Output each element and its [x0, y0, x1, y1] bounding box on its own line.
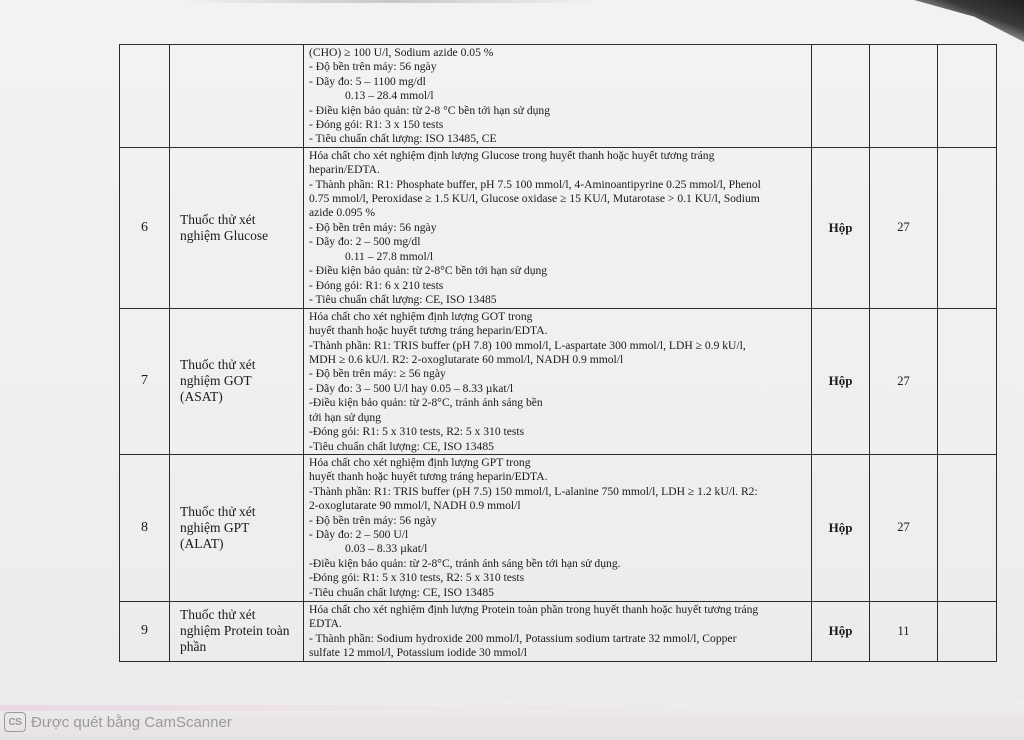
spec-line: - Dãy đo: 2 – 500 U/l — [309, 527, 409, 541]
scan-streak-pink — [0, 705, 760, 711]
unit — [812, 45, 870, 148]
product-name — [170, 454, 304, 601]
product-name — [170, 45, 304, 148]
spec-line: - Dãy đo: 5 – 1100 mg/dl — [309, 74, 426, 88]
spec-line: - Độ bền trên máy: ≥ 56 ngày — [309, 367, 446, 381]
spec-line: -Đóng gói: R1: 5 x 310 tests, R2: 5 x 310 tests — [309, 425, 525, 439]
spec-line: - Độ bền trên máy: 56 ngày — [309, 220, 437, 234]
page-corner-shadow — [914, 0, 1024, 42]
row-number — [120, 45, 170, 148]
spec-line: - Điều kiện bảo quản: từ 2-8 °C bền tới hạn sử dụng — [309, 103, 551, 117]
table-row — [120, 308, 997, 454]
spec-line: - Đóng gói: R1: 6 x 210 tests — [309, 278, 444, 292]
table-row — [120, 454, 997, 601]
quantity — [870, 45, 938, 148]
spec-line: - Dãy đo: 2 – 500 mg/dl — [309, 235, 421, 249]
unit: Hộp — [812, 601, 870, 661]
quantity: 27 — [870, 147, 938, 308]
row-number: 8 — [120, 454, 170, 601]
spec-line: 0.75 mmol/l, Peroxidase ≥ 1.5 KU/l, Glucose oxidase ≥ 15 KU/l, Mutarotase > 0.1 KU/l, Sodium — [309, 192, 760, 206]
spec-line: - Thành phần: Sodium hydroxide 200 mmol/l, Potassium sodium tartrate 32 mmol/l, Copper — [309, 631, 737, 645]
empty-cell — [938, 308, 997, 454]
spec-line: - Đóng gói: R1: 3 x 150 tests — [309, 118, 444, 132]
spec-line: (CHO) ≥ 100 U/l, Sodium azide 0.05 % — [309, 46, 494, 59]
spec-line: 0.11 – 27.8 mmol/l — [345, 249, 434, 263]
product-name-line: Thuốc thử xét — [180, 211, 256, 227]
empty-cell — [938, 454, 997, 601]
specification — [304, 147, 812, 308]
unit: Hộp — [812, 454, 870, 601]
product-name-line: (ASAT) — [180, 389, 223, 405]
table-row — [120, 45, 997, 148]
specification — [304, 308, 812, 454]
product-name-line: Thuốc thử xét — [180, 503, 256, 519]
product-name-line: Thuốc thử xét — [180, 357, 256, 373]
empty-cell — [938, 147, 997, 308]
spec-line: sulfate 12 mmol/l, Potassium iodide 30 mmol/l — [309, 646, 528, 660]
specification — [304, 454, 812, 601]
spec-line: Hóa chất cho xét nghiệm định lượng GOT trong — [309, 309, 533, 323]
quantity: 27 — [870, 308, 938, 454]
product-name-line: (ALAT) — [180, 535, 224, 551]
specification — [304, 45, 812, 148]
product-name — [170, 601, 304, 661]
spec-line: 0.13 – 28.4 mmol/l — [345, 89, 434, 103]
row-number: 6 — [120, 147, 170, 308]
product-name — [170, 147, 304, 308]
camscanner-watermark — [4, 712, 232, 732]
spec-line: Hóa chất cho xét nghiệm định lượng GPT trong — [309, 455, 531, 469]
spec-line: - Độ bền trên máy: 56 ngày — [309, 60, 437, 74]
specification — [304, 601, 812, 661]
quantity: 11 — [870, 601, 938, 661]
table-row — [120, 147, 997, 308]
spec-line: Hóa chất cho xét nghiệm định lượng Protein toàn phần trong huyết thanh hoặc huyết tương tráng — [309, 602, 759, 616]
quantity: 27 — [870, 454, 938, 601]
spec-line: 2-oxoglutarate 90 mmol/l, NADH 0.9 mmol/l — [309, 499, 521, 513]
spec-line: - Tiêu chuẩn chất lượng: ISO 13485, CE — [309, 132, 497, 146]
spec-line: -Tiêu chuẩn chất lượng: CE, ISO 13485 — [309, 439, 494, 453]
spec-line: huyết thanh hoặc huyết tương tráng heparin/EDTA. — [309, 470, 548, 484]
spec-line: -Điều kiện bảo quản: từ 2-8°C, tránh ánh sáng bền tới hạn sử dụng. — [309, 556, 621, 570]
product-name-line: nghiệm Protein toàn — [180, 623, 290, 639]
camscanner-logo-icon: CS — [4, 712, 26, 732]
spec-line: tới hạn sử dụng — [309, 410, 381, 424]
spec-line: -Điều kiện bảo quản: từ 2-8°C, tránh ánh sáng bền — [309, 396, 543, 410]
empty-cell — [938, 45, 997, 148]
row-number: 7 — [120, 308, 170, 454]
spec-line: huyết thanh hoặc huyết tương tráng heparin/EDTA. — [309, 324, 548, 338]
scan-streak — [180, 0, 600, 3]
row-number: 9 — [120, 601, 170, 661]
spec-line: -Thành phần: R1: TRIS buffer (pH 7.5) 150 mmol/l, L-alanine 750 mmol/l, LDH ≥ 1.2 kU/l. R2: — [309, 484, 758, 498]
spec-line: 0.03 – 8.33 µkat/l — [345, 542, 428, 556]
spec-line: MDH ≥ 0.6 kU/l. R2: 2-oxoglutarate 60 mmol/l, NADH 0.9 mmol/l — [309, 353, 624, 367]
spec-line: - Tiêu chuẩn chất lượng: CE, ISO 13485 — [309, 292, 497, 306]
product-name-line: nghiệm Glucose — [180, 227, 269, 243]
table-row — [120, 601, 997, 661]
product-name-line: Thuốc thử xét — [180, 607, 256, 623]
spec-line: -Tiêu chuẩn chất lượng: CE, ISO 13485 — [309, 585, 494, 599]
spec-line: - Độ bền trên máy: 56 ngày — [309, 513, 437, 527]
spec-line: -Đóng gói: R1: 5 x 310 tests, R2: 5 x 310 tests — [309, 571, 525, 585]
spec-line: - Điều kiện bảo quản: từ 2-8°C bền tới hạn sử dụng — [309, 264, 548, 278]
product-name-line: nghiệm GPT — [180, 519, 250, 535]
unit: Hộp — [812, 147, 870, 308]
empty-cell — [938, 601, 997, 661]
spec-line: azide 0.095 % — [309, 206, 375, 220]
spec-line: - Thành phần: R1: Phosphate buffer, pH 7.5 100 mmol/l, 4-Aminoantipyrine 0.25 mmol/l, Phenol — [309, 177, 761, 191]
spec-line: EDTA. — [309, 617, 342, 631]
spec-line: heparin/EDTA. — [309, 163, 380, 177]
spec-line: Hóa chất cho xét nghiệm định lượng Glucose trong huyết thanh hoặc huyết tương tráng — [309, 148, 715, 162]
spec-line: -Thành phần: R1: TRIS buffer (pH 7.8) 100 mmol/l, L-aspartate 300 mmol/l, LDH ≥ 0.9 kU/l, — [309, 338, 746, 352]
spec-line: - Dãy đo: 3 – 500 U/l hay 0.05 – 8.33 µkat/l — [309, 381, 514, 395]
unit: Hộp — [812, 308, 870, 454]
product-name-line: nghiệm GOT — [180, 373, 252, 389]
reagent-table — [119, 44, 997, 662]
product-name-line: phần — [180, 639, 207, 655]
camscanner-watermark-text: Được quét bằng CamScanner — [31, 713, 232, 731]
product-name — [170, 308, 304, 454]
